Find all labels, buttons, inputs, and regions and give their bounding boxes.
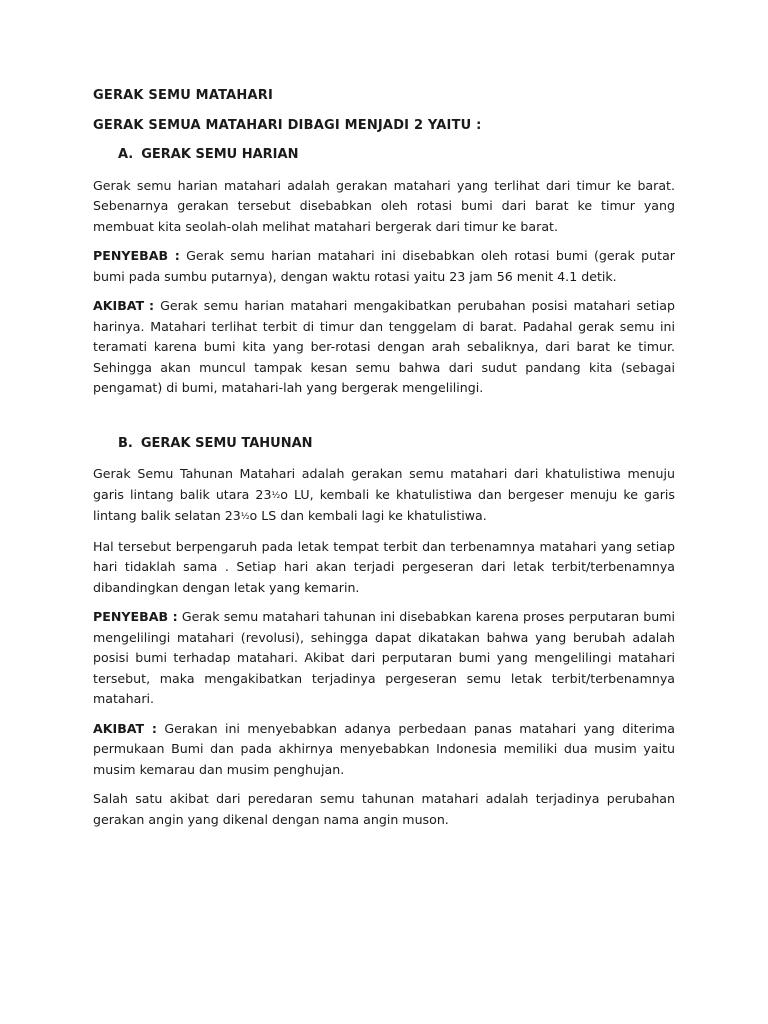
section-b-penyebab-text: Gerak semu matahari tahunan ini disebabkan karena proses perputaran bumi mengelilingi matahari (revolusi), sehingga dapat dikatakan bahwa yang berubah adalah posisi bumi terhadap matahari. Akibat dari perputaran bumi yang mengelilingi matahari tersebut, maka mengakibatkan terjadinya pergeseran semu letak terbit/terbenamnya matahari. (93, 609, 675, 706)
document-title: GERAK SEMU MATAHARI (93, 88, 273, 103)
section-b-closing: Salah satu akibat dari peredaran semu tahunan matahari adalah terjadinya perubahan gerakan angin yang dikenal dengan nama angin muson. (93, 791, 675, 827)
section-b-akibat-label: AKIBAT : (93, 720, 157, 736)
section-a-letter: A. (118, 147, 134, 162)
section-spacer (93, 408, 675, 434)
section-b-intro-part1: Gerak Semu Tahunan Matahari adalah gerakan semu matahari dari khatulistiwa menuju garis lintang balik utara 23 (93, 466, 675, 502)
section-a-penyebab (93, 246, 675, 287)
section-b-heading (118, 434, 675, 455)
section-a-akibat-colon: : (149, 298, 155, 313)
section-b-intro-part3: o LS dan kembali lagi ke khatulistiwa. (249, 508, 487, 523)
document-subtitle: GERAK SEMUA MATAHARI DIBAGI MENJADI 2 YAITU : (93, 117, 482, 133)
section-b-penyebab-label: PENYEBAB : (93, 609, 178, 624)
section-a-heading (118, 145, 675, 166)
section-b-akibat-text: Gerakan ini menyebabkan adanya perbedaan panas matahari yang diterima permukaan Bumi dan pada akhirnya menyebabkan Indonesia memiliki dua musim yaitu musim kemarau dan musim penghujan. (93, 720, 675, 777)
section-a-penyebab-label: PENYEBAB : (93, 248, 180, 263)
section-b-akibat (93, 719, 675, 781)
section-b-intro-frac1: ½ (271, 490, 281, 501)
section-b-title: GERAK SEMU TAHUNAN (140, 435, 313, 451)
section-a-intro: Gerak semu harian matahari adalah gerakan matahari yang terlihat dari timur ke barat. Sebenarnya gerakan tersebut disebabkan oleh rotasi bumi dari barat ke timur yang membuat kita seolah-olah melihat matahari bergerak dari timur ke barat. (93, 177, 675, 234)
section-b-intro-part2: o LU, kembali ke khatulistiwa dan bergeser menuju ke garis lintang balik selatan 23 (93, 486, 675, 523)
section-a-title: GERAK SEMU HARIAN (141, 147, 299, 162)
section-a-akibat (93, 296, 675, 399)
document-content (93, 86, 675, 839)
section-b-para2: Hal tersebut berpengaruh pada letak tempat terbit dan terbenamnya matahari yang setiap hari tidaklah sama . Setiap hari akan terjadi pergeseran dari letak terbit/terbenamnya dibandingkan dengan letak yang kemarin. (93, 538, 675, 595)
section-a-akibat-label: AKIBAT (93, 298, 145, 313)
section-a-penyebab-text: Gerak semu harian matahari ini disebabkan oleh rotasi bumi (gerak putar bumi pada sumbu putarnya), dengan waktu rotasi yaitu 23 jam 56 menit 4.1 detik. (93, 248, 675, 284)
section-b-penyebab (93, 607, 675, 710)
section-b-intro (93, 464, 675, 528)
section-b-intro-frac2: ½ (240, 512, 250, 522)
section-a-akibat-text: Gerak semu harian matahari mengakibatkan perubahan posisi matahari setiap harinya. Matahari terlihat terbit di timur dan tenggelam di barat. Padahal gerak semu ini teramati karena bumi kita yang ber-rotasi dengan arah sebaliknya, dari barat ke timur. Sehingga akan muncul tampak kesan semu bahwa dari sudut pandang kita (sebagai pengamat) di bumi, matahari-lah yang bergerak mengelilingi. (93, 298, 675, 395)
section-b-letter: B. (118, 435, 133, 451)
